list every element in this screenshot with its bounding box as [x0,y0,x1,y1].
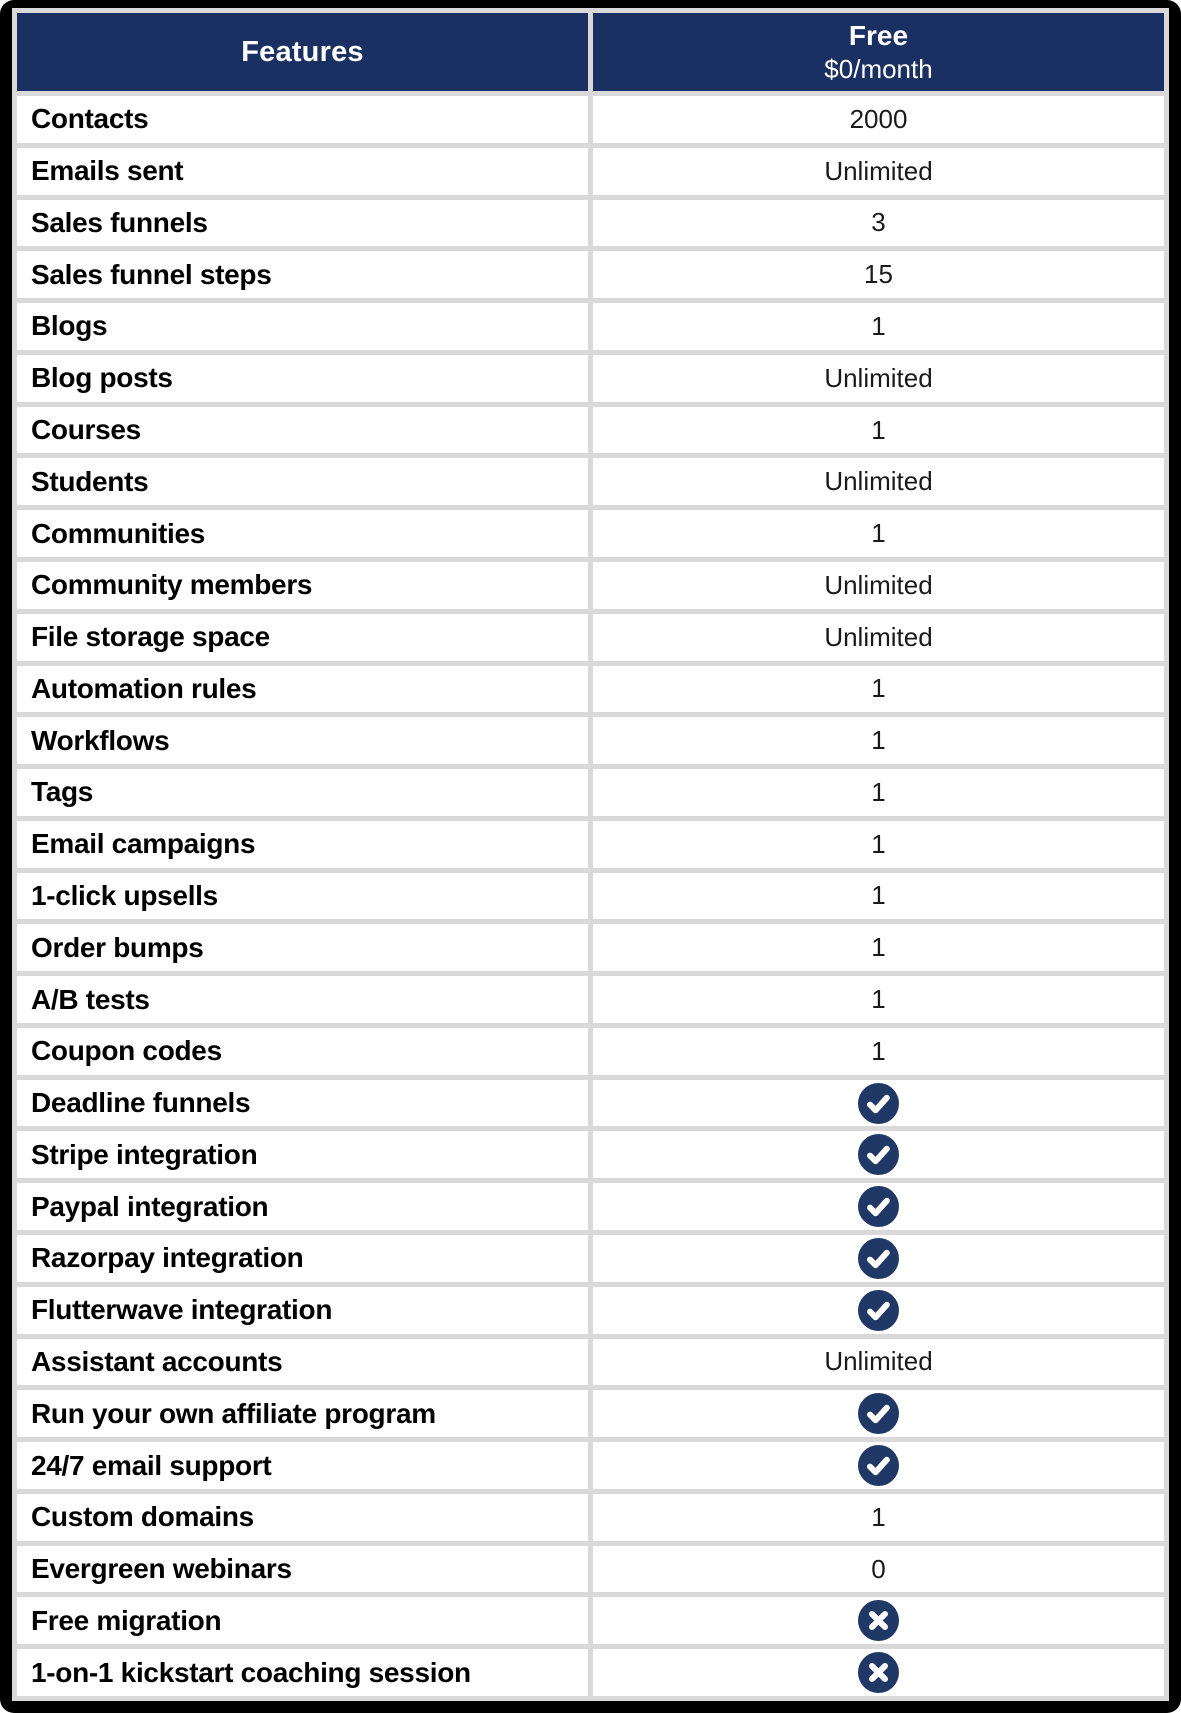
feature-value: Unlimited [824,569,933,600]
feature-row-value-cell [593,148,1164,195]
feature-row-value-cell [593,769,1164,816]
feature-row-value-cell [593,562,1164,609]
cross-icon [858,1600,899,1641]
feature-row-label-cell [17,200,588,247]
feature-value: Unlimited [824,621,933,652]
feature-label: Flutterwave integration [31,1294,333,1326]
feature-value: 1 [871,880,886,911]
check-icon [858,1393,899,1434]
feature-row-label-cell [17,1649,588,1696]
feature-label: Automation rules [31,672,257,704]
feature-value: 2000 [849,103,908,134]
feature-row-label-cell [17,666,588,713]
feature-value: 0 [871,1553,886,1584]
feature-label: Sales funnels [31,206,208,238]
feature-value: 1 [871,1035,886,1066]
feature-row-label-cell [17,458,588,505]
feature-value: 1 [871,984,886,1015]
features-header-label: Features [241,35,364,68]
feature-label: Deadline funnels [31,1087,251,1119]
feature-row-label-cell [17,148,588,195]
feature-row-label-cell [17,821,588,868]
feature-label: File storage space [31,621,270,653]
feature-row-value-cell [593,666,1164,713]
feature-row-label-cell [17,355,588,402]
feature-row-label-cell [17,1339,588,1386]
feature-label: Students [31,465,149,497]
feature-label: Stripe integration [31,1138,258,1170]
feature-row-value-cell [593,1080,1164,1127]
feature-row-value-cell [593,1597,1164,1644]
feature-row-label-cell [17,614,588,661]
feature-row-label-cell [17,924,588,971]
feature-row-value-cell [593,1494,1164,1541]
feature-row-label-cell [17,251,588,298]
feature-label: Evergreen webinars [31,1553,292,1585]
feature-row-value-cell [593,1183,1164,1230]
feature-row-label-cell [17,1442,588,1489]
feature-row-value-cell [593,1028,1164,1075]
feature-row-value-cell [593,303,1164,350]
feature-label: Blogs [31,310,108,342]
feature-label: Tags [31,776,94,808]
feature-row-value-cell [593,976,1164,1023]
feature-label: Workflows [31,724,170,756]
feature-label: Blog posts [31,362,173,394]
feature-label: Assistant accounts [31,1345,283,1377]
feature-label: Communities [31,517,206,549]
feature-label: Community members [31,569,313,601]
feature-label: Free migration [31,1604,222,1636]
feature-row-label-cell [17,1390,588,1437]
feature-label: Email campaigns [31,828,256,860]
feature-row-label-cell [17,1183,588,1230]
feature-row-value-cell [593,1287,1164,1334]
cross-icon [858,1652,899,1693]
feature-row-label-cell [17,1131,588,1178]
feature-label: 1-click upsells [31,879,218,911]
feature-label: 24/7 email support [31,1449,272,1481]
feature-row-label-cell [17,303,588,350]
feature-row-label-cell [17,769,588,816]
feature-row-value-cell [593,821,1164,868]
feature-value: 1 [871,673,886,704]
check-icon [858,1186,899,1227]
feature-row-value-cell [593,200,1164,247]
feature-label: Paypal integration [31,1190,269,1222]
check-icon [858,1238,899,1279]
feature-row-value-cell [593,510,1164,557]
feature-row-value-cell [593,1235,1164,1282]
feature-comparison-table [12,8,1169,1701]
plan-name-label: Free [848,19,909,51]
feature-row-label-cell [17,1028,588,1075]
feature-value: 3 [871,207,886,238]
feature-value: Unlimited [824,466,933,497]
features-header-cell [17,13,588,91]
feature-row-value-cell [593,251,1164,298]
feature-row-value-cell [593,614,1164,661]
feature-label: Emails sent [31,155,184,187]
feature-row-value-cell [593,717,1164,764]
feature-row-label-cell [17,96,588,143]
feature-value: Unlimited [824,155,933,186]
feature-row-label-cell [17,1546,588,1593]
feature-row-label-cell [17,1080,588,1127]
feature-value: 1 [871,1501,886,1532]
feature-row-label-cell [17,873,588,920]
feature-row-label-cell [17,1287,588,1334]
feature-row-value-cell [593,96,1164,143]
feature-label: Custom domains [31,1501,254,1533]
feature-row-value-cell [593,458,1164,505]
feature-label: Contacts [31,103,149,135]
feature-label: Coupon codes [31,1035,222,1067]
feature-value: 1 [871,776,886,807]
feature-row-value-cell [593,355,1164,402]
feature-row-value-cell [593,1442,1164,1489]
feature-row-label-cell [17,1597,588,1644]
feature-row-value-cell [593,1649,1164,1696]
feature-label: 1-on-1 kickstart coaching session [31,1656,471,1688]
feature-row-label-cell [17,976,588,1023]
check-icon [858,1134,899,1175]
feature-row-value-cell [593,1131,1164,1178]
feature-value: 1 [871,932,886,963]
feature-row-value-cell [593,1339,1164,1386]
plan-price-label: $0/month [824,53,933,84]
feature-row-label-cell [17,1235,588,1282]
check-icon [858,1445,899,1486]
feature-label: Razorpay integration [31,1242,304,1274]
feature-value: 15 [864,259,893,290]
feature-row-label-cell [17,407,588,454]
feature-value: 1 [871,414,886,445]
feature-row-value-cell [593,924,1164,971]
feature-row-label-cell [17,510,588,557]
feature-row-value-cell [593,1390,1164,1437]
feature-value: 1 [871,518,886,549]
feature-row-label-cell [17,717,588,764]
feature-label: A/B tests [31,983,150,1015]
check-icon [858,1290,899,1331]
feature-value: Unlimited [824,1346,933,1377]
feature-row-value-cell [593,407,1164,454]
feature-value: Unlimited [824,362,933,393]
feature-value: 1 [871,828,886,859]
feature-row-label-cell [17,1494,588,1541]
feature-row-label-cell [17,562,588,609]
feature-label: Run your own affiliate program [31,1397,436,1429]
feature-label: Order bumps [31,931,204,963]
feature-row-value-cell [593,1546,1164,1593]
plan-header-cell [593,13,1164,91]
feature-label: Sales funnel steps [31,258,272,290]
check-icon [858,1083,899,1124]
feature-row-value-cell [593,873,1164,920]
feature-label: Courses [31,414,141,446]
feature-value: 1 [871,725,886,756]
feature-value: 1 [871,310,886,341]
